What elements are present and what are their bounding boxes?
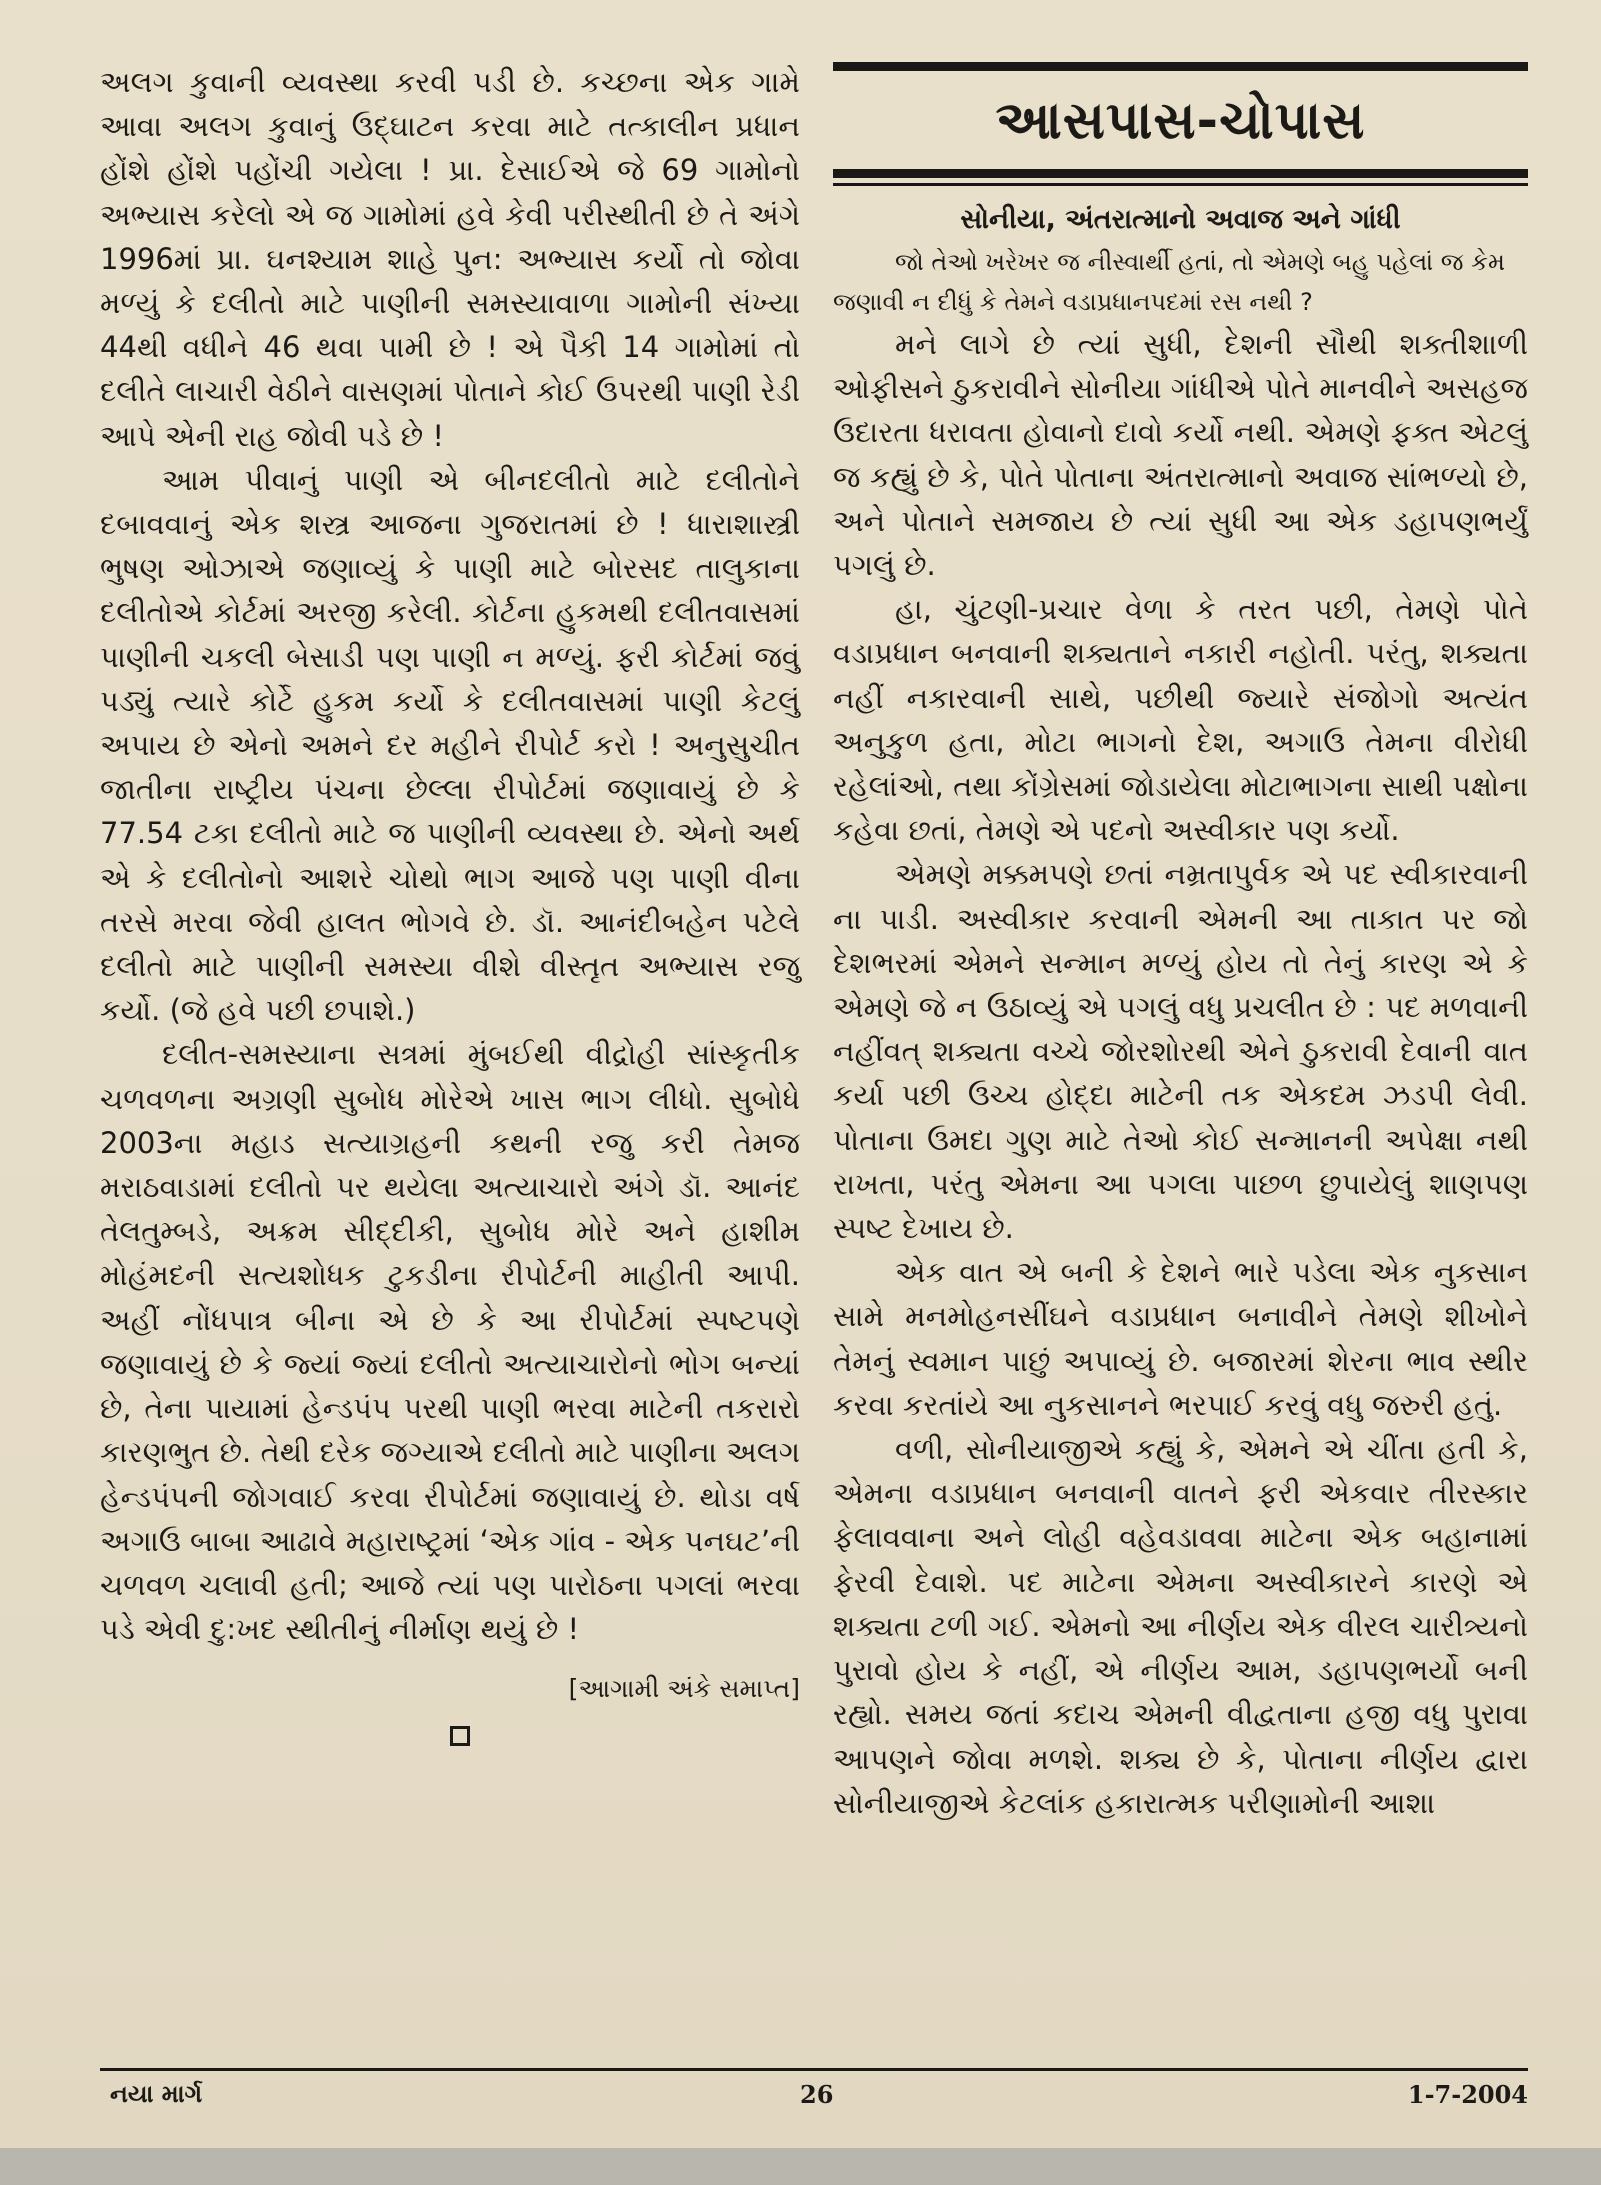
body-paragraph: અલગ કુવાની વ્યવસ્થા કરવી પડી છે. કચ્છના એક ગામે આવા અલગ કુવાનું ઉદ્‌ઘાટન કરવા માટે તત્કાલીન પ્રધાન હોંશે હોંશે પહોંચી ગયેલા ! પ્રા. દેસાઈએ જે 69 ગામોનો અભ્યાસ કરેલો એ જ ગામોમાં હવે કેવી પરીસ્થીતી છે તે અંગે 1996માં પ્રા. ઘનશ્યામ શાહે પુન: અભ્યાસ કર્યો તો જોવા મળ્યું કે દલીતો માટે પાણીની સમસ્યાવાળા ગામોની સંખ્યા 44થી વધીને 46 થવા પામી છે ! એ પૈકી 14 ગામોમાં તો દલીતે લાચારી વેઠીને વાસણમાં પોતાને કોઈ ઉપરથી પાણી રેડી આપે એની રાહ જોવી પડે છે ! <box>100 65 800 453</box>
page-number: 26 <box>800 2080 834 2109</box>
body-paragraph: દલીત-સમસ્યાના સત્રમાં મુંબઈથી વીદ્રોહી સાંસ્કૃતીક ચળવળના અગ્રણી સુબોધ મોરેએ ખાસ ભાગ લીધો. સુબોધે 2003ના મહાડ સત્યાગ્રહની કથની રજુ કરી તેમજ મરાઠવાડામાં દલીતો પર થયેલા અત્યાચારો અંગે ડૉ. આનંદ તેલતુમ્બડે, અક્રમ સીદ્દીકી, સુબોધ મોરે અને હાશીમ મોહંમદની સત્યશોધક ટુકડીના રીપોર્ટની માહીતી આપી. અહીં નોંધપાત્ર બીના એ છે કે આ રીપોર્ટમાં સ્પષ્ટપણે જણાવાયું છે કે જ્યાં જ્યાં દલીતો અત્યાચારોનો ભોગ બન્યાં છે, તેના પાયામાં હેન્ડપંપ પરથી પાણી ભરવા માટેની તકરારો કારણભુત છે. તેથી દરેક જગ્યાએ દલીતો માટે પાણીના અલગ હેન્ડપંપની જોગવાઈ કરવા રીપોર્ટમાં જણાવાયું છે. થોડા વર્ષ અગાઉ બાબા આઢાવે મહારાષ્ટ્રમાં ‘એક ગાંવ - એક પનઘટ’ની ચળવળ ચલાવી હતી; આજે ત્યાં પણ પારોઠના પગલાં ભરવા પડે એવી દુ:ખદ સ્થીતીનું નીર્માણ થયું છે ! <box>100 1037 800 1647</box>
body-paragraph: વળી, સોનીયાજીએ કહ્યું કે, એમને એ ચીંતા હતી કે, એમના વડાપ્રધાન બનવાની વાતને ફરી એકવાર તીરસ્કાર ફેલાવવાના અને લોહી વહેવડાવવા માટેના એક બહાનામાં ફેરવી દેવાશે. પદ માટેના એમના અસ્વીકારને કારણે એ શક્યતા ટળી ગઈ. એમનો આ નીર્ણય એક વીરલ ચારીત્ર્યનો પુરાવો હોય કે નહીં, એ નીર્ણય આમ, ડહાપણભર્યો બની રહ્યો. સમય જતાં કદાચ એમની વીદ્વતાના હજી વધુ પુરાવા આપણને જોવા મળશે. શક્ય છે કે, પોતાના નીર્ણય દ્વારા સોનીયાજીએ કેટલાંક હકારાત્મક પરીણામોની આશા <box>833 1432 1528 1820</box>
masthead-top-rule <box>833 62 1528 71</box>
body-paragraph: એમણે મક્કમપણે છતાં નમ્રતાપુર્વક એ પદ સ્વીકારવાની ના પાડી. અસ્વીકાર કરવાની એમની આ તાકાત પર જો દેશભરમાં એમને સન્માન મળ્યું હોય તો તેનું કારણ એ કે એમણે જે ન ઉઠાવ્યું એ પગલું વધુ પ્રચલીત છે : પદ મળવાની નહીંવત્ શક્યતા વચ્ચે જોરશોરથી એને ઠુકરાવી દેવાની વાત કર્યા પછી ઉચ્ચ હોદ્દા માટેની તક એકદમ ઝડપી લેવી. પોતાના ઉમદા ગુણ માટે તેઓ કોઈ સન્માનની અપેક્ષા નથી રાખતા, પરંતુ એમના આ પગલા પાછળ છુપાયેલું શાણપણ સ્પષ્ટ દેખાય છે. <box>833 857 1528 1246</box>
continued-note: [આગામી અંકે સમાપ્ત] <box>568 1674 800 1704</box>
magazine-name: નયા માર્ગ <box>110 2080 203 2108</box>
section-title: આસપાસ-ચોપાસ <box>995 91 1366 151</box>
page-footer <box>100 2080 1528 2120</box>
body-paragraph: હા, ચુંટણી-પ્રચાર વેળા કે તરત પછી, તેમણે પોતે વડાપ્રધાન બનવાની શક્યતાને નકારી નહોતી. પરંતુ, શક્યતા નહીં નકારવાની સાથે, પછીથી જ્યારે સંજોગો અત્યંત અનુકુળ હતા, મોટા ભાગનો દેશ, અગાઉ તેમના વીરોધી રહેલાંઓ, તથા કોંગ્રેસમાં જોડાયેલા મોટાભાગના સાથી પક્ષોના કહેવા છતાં, તેમણે એ પદનો અસ્વીકાર પણ કર્યો. <box>833 592 1528 848</box>
end-mark-icon <box>450 1726 470 1746</box>
body-paragraph: આમ પીવાનું પાણી એ બીનદલીતો માટે દલીતોને દબાવવાનું એક શસ્ત્ર આજના ગુજરાતમાં છે ! ધારાશાસ્ત્રી ભુષણ ઓઝાએ જણાવ્યું કે પાણી માટે બોરસદ તાલુકાના દલીતોએ કોર્ટમાં અરજી કરેલી. કોર્ટના હુકમથી દલીતવાસમાં પાણીની ચકલી બેસાડી પણ પાણી ન મળ્યું. ફરી કોર્ટમાં જવું પડ્યું ત્યારે કોર્ટે હુકમ કર્યો કે દલીતવાસમાં પાણી કેટલું અપાય છે એનો અમને દર મહીને રીપોર્ટ કરો ! અનુસુચીત જાતીના રાષ્ટ્રીય પંચના છેલ્લા રીપોર્ટમાં જણાવાયું છે કે 77.54 ટકા દલીતો માટે જ પાણીની વ્યવસ્થા છે. એનો અર્થ એ કે દલીતોનો આશરે ચોથો ભાગ આજે પણ પાણી વીના તરસે મરવા જેવી હાલત ભોગવે છે. ડૉ. આનંદીબહેન પટેલે દલીતો માટે પાણીની સમસ્યા વીશે વીસ્તૃત અભ્યાસ રજુ કર્યો. (જે હવે પછી છપાશે.) <box>100 462 800 1028</box>
right-column <box>833 62 1528 1825</box>
article-deck: જો તેઓ ખરેખર જ નીસ્વાર્થી હતાં, તો એમણે બહુ પહેલાં જ કેમ જણાવી ન દીધું કે તેમને વડાપ્રધાનપદમાં રસ નથી ? <box>833 248 1505 316</box>
issue-date: 1-7-2004 <box>1407 2080 1528 2109</box>
body-paragraph: મને લાગે છે ત્યાં સુધી, દેશની સૌથી શક્તીશાળી ઓફીસને ઠુકરાવીને સોનીયા ગાંધીએ પોતે માનવીને અસહજ ઉદારતા ધરાવતા હોવાનો દાવો કર્યો નથી. એમણે ફક્ત એટલું જ કહ્યું છે કે, પોતે પોતાના અંતરાત્માનો અવાજ સાંભળ્યો છે, અને પોતાને સમજાય છે ત્યાં સુધી આ એક ડહાપણભર્યું પગલું છે. <box>833 327 1528 583</box>
article-title: સોનીયા, અંતરાત્માનો અવાજ અને ગાંધી <box>960 204 1401 235</box>
masthead-thin-rule <box>833 183 1528 186</box>
body-paragraph: એક વાત એ બની કે દેશને ભારે પડેલા એક નુકસાન સામે મનમોહનસીંઘને વડાપ્રધાન બનાવીને તેમણે શીખોને તેમનું સ્વમાન પાછું અપાવ્યું છે. બજારમાં શેરના ભાવ સ્થીર કરવા કરતાંયે આ નુકસાનને ભરપાઈ કરવું વધુ જરુરી હતું. <box>833 1255 1528 1422</box>
footer-rule <box>100 2068 1528 2071</box>
masthead-bottom-rule <box>833 169 1528 178</box>
scan-background-strip <box>0 2148 1601 2185</box>
left-column <box>100 60 800 1746</box>
